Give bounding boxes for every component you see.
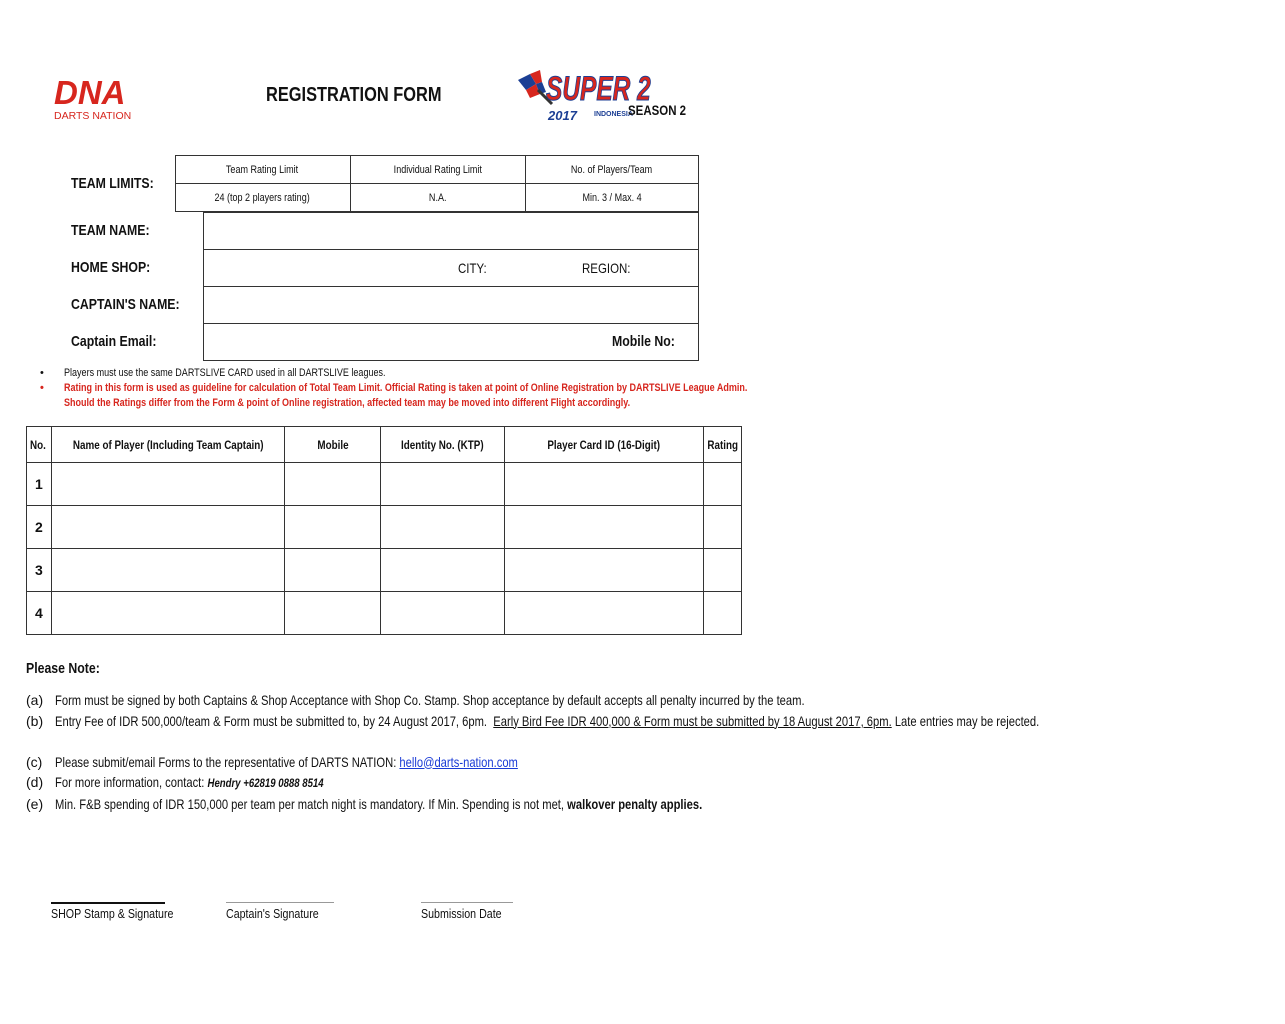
captain-name-label: CAPTAIN'S NAME: [71,296,180,313]
team-name-label: TEAM NAME: [71,222,150,239]
limits-header-team-rating: Team Rating Limit [175,156,350,184]
notes-list [26,690,1040,814]
player-mobile-cell[interactable] [285,549,381,592]
notes-title: Please Note: [26,660,100,677]
darts-nation-logo [54,74,144,130]
player-identity-cell[interactable] [380,592,504,635]
super2-logo [516,70,651,126]
player-identity-cell[interactable] [380,463,504,506]
col-header-name: Name of Player (Including Team Captain) [51,427,285,463]
super2-logo-word: SUPER 2 [546,70,651,108]
table-row [27,549,742,592]
player-name-cell[interactable] [51,549,285,592]
contact-person: Hendry +62819 0888 8514 [207,776,324,790]
dna-logo-word: DNA [54,74,126,111]
player-name-cell[interactable] [51,592,285,635]
limits-value-individual-rating: N.A. [350,184,525,212]
home-shop-field[interactable] [204,250,444,287]
col-header-mobile: Mobile [285,427,381,463]
captain-signature: Captain's Signature [226,906,339,921]
row-number: 1 [27,463,52,506]
player-mobile-cell[interactable] [285,463,381,506]
player-rating-cell[interactable] [703,463,741,506]
players-table [26,426,742,635]
dna-logo-subtitle: DARTS NATION [54,110,132,122]
mobile-field[interactable]: Mobile No: [582,324,699,361]
player-card-cell[interactable] [504,463,703,506]
limits-header-players-per-team: No. of Players/Team [525,156,699,184]
team-name-field[interactable] [204,213,699,250]
player-rating-cell[interactable] [703,592,741,635]
note-item-d: (d) For more information, contact: Hendry +62819 0888 8514 [26,774,324,790]
col-header-identity: Identity No. (KTP) [380,427,504,463]
limits-value-team-rating: 24 (top 2 players rating) [175,184,350,212]
table-row [27,463,742,506]
captain-name-field[interactable] [204,287,699,324]
team-info-table [67,212,699,361]
submission-date: Submission Date [421,906,519,921]
player-name-cell[interactable] [51,463,285,506]
bullet-icon: • [40,367,44,379]
captain-email-field[interactable] [204,324,582,361]
season-label: SEASON 2 [628,102,687,118]
region-field[interactable]: REGION: [582,250,699,287]
player-card-cell[interactable] [504,592,703,635]
note-item-c: (c) Please submit/email Forms to the representative of DARTS NATION: hello@darts-nation.com [26,753,518,770]
rule-item: • Rating in this form is used as guideline for calculation of Total Team Limit. Official Rating is taken at point of Online Registration by DARTSLIVE League Admin. [40,382,748,394]
note-item-a: (a) Form must be signed by both Captains & Shop Acceptance with Shop Co. Stamp. Shop acceptance by default accepts all penalty incurred by the team. [26,692,805,708]
col-header-no: No. [27,427,52,463]
rule-item: • Players must use the same DARTSLIVE CARD used in all DARTSLIVE leagues. [40,367,386,379]
row-number: 2 [27,506,52,549]
player-card-cell[interactable] [504,549,703,592]
home-shop-label: HOME SHOP: [71,259,151,276]
captain-email-label: Captain Email: [71,333,157,350]
bullet-icon: • [40,382,44,394]
signature-line [226,902,334,903]
table-row [27,506,742,549]
player-identity-cell[interactable] [380,549,504,592]
player-identity-cell[interactable] [380,506,504,549]
row-number: 4 [27,592,52,635]
email-link[interactable]: hello@darts-nation.com [399,753,518,770]
shop-signature: SHOP Stamp & Signature [51,906,200,921]
player-rating-cell[interactable] [703,549,741,592]
player-card-cell[interactable] [504,506,703,549]
player-rating-cell[interactable] [703,506,741,549]
super2-logo-country: INDONESIA [594,111,633,118]
limits-header-individual-rating: Individual Rating Limit [350,156,525,184]
city-field[interactable]: CITY: [444,250,582,287]
limits-value-players-per-team: Min. 3 / Max. 4 [525,184,699,212]
note-item-e: (e) Min. F&B spending of IDR 150,000 per team per match night is mandatory. If Min. Spending is not met, walkover penalty applies. [26,795,703,812]
col-header-card-id: Player Card ID (16-Digit) [504,427,703,463]
rules-list [40,366,748,411]
table-row [27,592,742,635]
col-header-rating: Rating [703,427,741,463]
super2-logo-year: 2017 [548,108,577,123]
player-mobile-cell[interactable] [285,506,381,549]
player-mobile-cell[interactable] [285,592,381,635]
page-title: REGISTRATION FORM [266,84,442,106]
team-limits-label: TEAM LIMITS: [67,156,175,212]
signature-line [421,902,513,903]
row-number: 3 [27,549,52,592]
signature-line [51,902,165,904]
team-limits-table [67,155,699,212]
note-item-b: (b) Entry Fee of IDR 500,000/team & Form must be submitted to, by 24 August 2017, 6pm. Early Bird Fee IDR 400,000 & Form must be submitted by 18 August 2017, 6pm. Late entries may be rejected. [26,712,1040,729]
rule-item-continued: Should the Ratings differ from the Form & point of Online registration, affected team may be moved into different Flight accordingly. [64,397,631,409]
player-name-cell[interactable] [51,506,285,549]
